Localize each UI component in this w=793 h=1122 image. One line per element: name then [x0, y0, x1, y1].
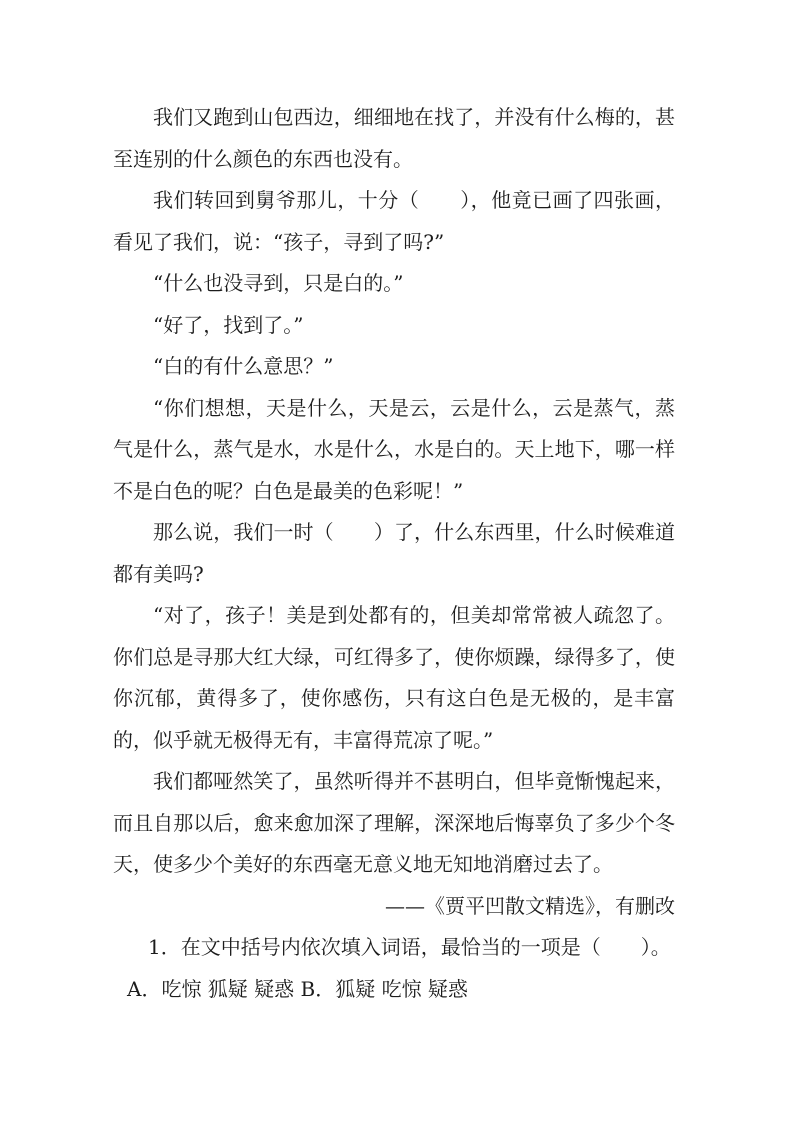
passage-text-block [113, 97, 675, 1010]
passage-paragraph-6: “你们想想，天是什么，天是云，云是什么，云是蒸气，蒸气是什么，蒸气是水，水是什么，水是白的。天上地下，哪一样不是白色的呢？白色是最美的色彩呢！” [113, 395, 675, 503]
passage-paragraph-7: 那么说，我们一时（ ）了，什么东西里，什么时候难道都有美吗? [113, 520, 675, 586]
passage-paragraph-5: “白的有什么意思？” [153, 354, 334, 378]
question-1-options: A．吃惊 狐疑 疑惑 B．狐疑 吃惊 疑惑 [127, 976, 468, 1001]
passage-paragraph-9: 我们都哑然笑了，虽然听得并不甚明白，但毕竟惭愧起来，而且自那以后，愈来愈加深了理解，深深地后悔辜负了多少个冬天，使多少个美好的东西毫无意义地无知地消磨过去了。 [113, 769, 675, 876]
passage-paragraph-8: “对了，孩子！美是到处都有的，但美却常常被人疏忽了。你们总是寻那大红大绿，可红得多了，使你烦躁，绿得多了，使你沉郁，黄得多了，使你感伤，只有这白色是无极的，是丰富的，似乎就无极得无有，丰富得荒凉了呢。” [113, 603, 675, 752]
passage-paragraph-1: 我们又跑到山包西边，细细地在找了，并没有什么梅的，甚至连别的什么颜色的东西也没有。 [113, 105, 675, 171]
passage-paragraph-4: “好了，找到了。” [153, 312, 304, 337]
question-1: 1．在文中括号内依次填入词语，最恰当的一项是（ ）。 [148, 935, 671, 959]
passage-source-attribution: ——《贾平凹散文精选》，有删改 [385, 893, 675, 918]
passage-paragraph-3: “什么也没寻到，只是白的。” [153, 271, 404, 295]
passage-paragraph-2: 我们转回到舅爷那儿，十分（ ），他竟已画了四张画，看见了我们，说：“孩子，寻到了吗?” [113, 188, 675, 254]
